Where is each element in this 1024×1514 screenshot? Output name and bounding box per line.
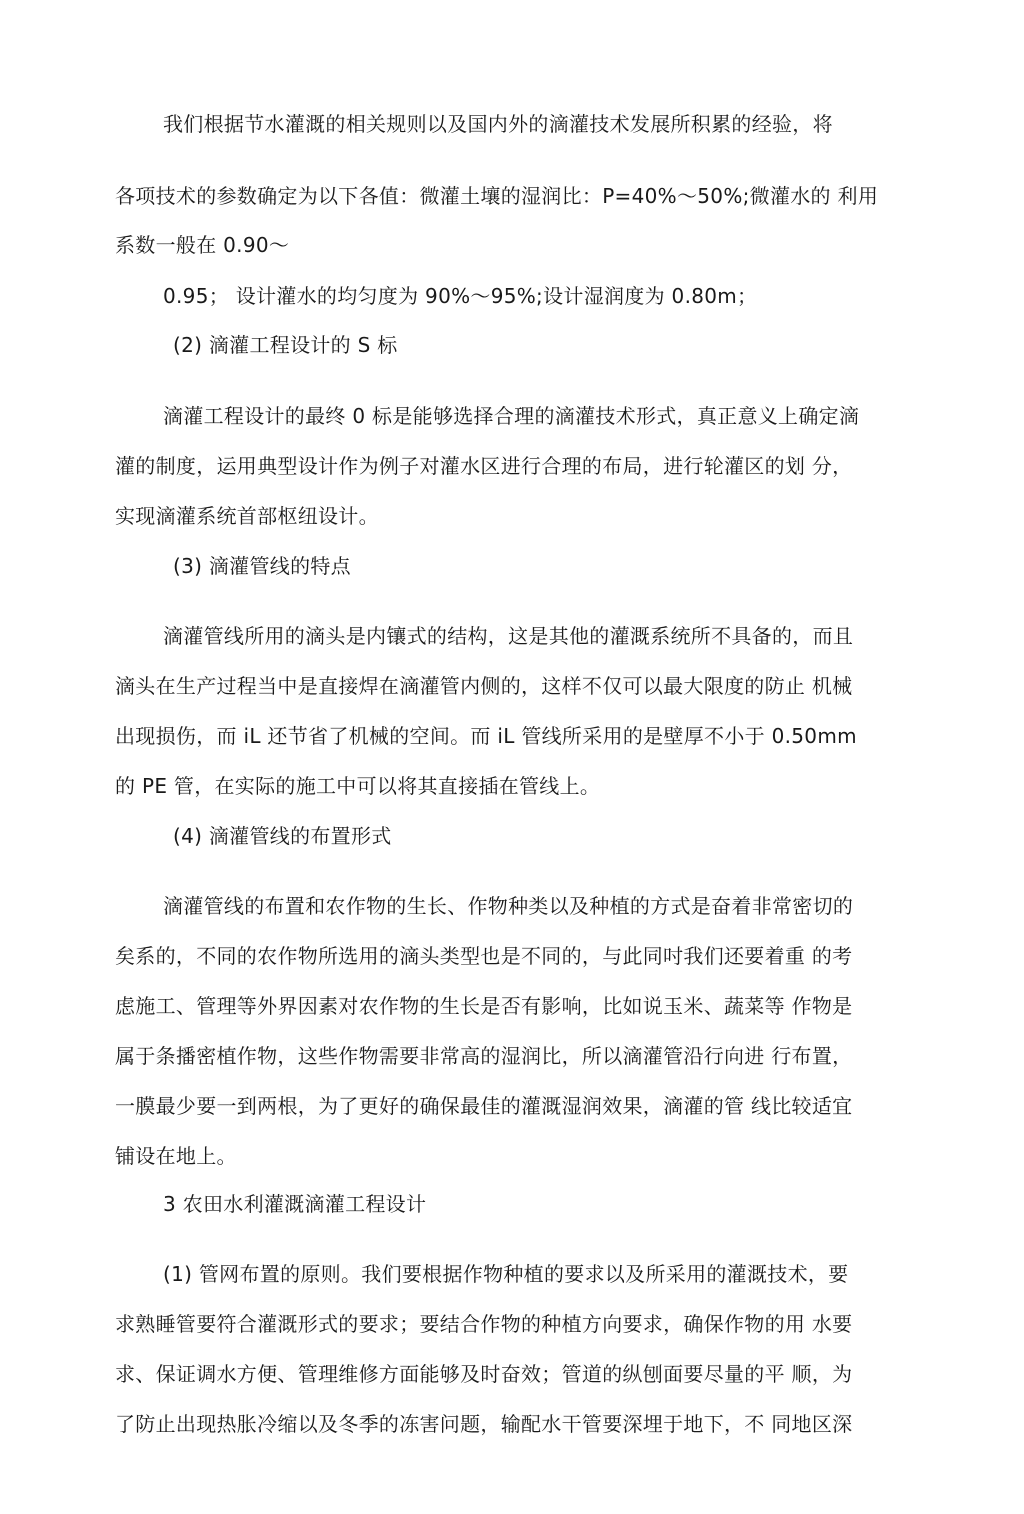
text-line: 系数一般在 0.90～ xyxy=(115,233,290,257)
text-line: 0.95； 设计灌水的均匀度为 90%～95%;设计湿润度为 0.80m； xyxy=(163,284,758,308)
text-line: (1) 管网布置的原则。我们要根据作物种植的要求以及所采用的灌溉技术，要 xyxy=(163,1262,849,1286)
text-line: 各项技术的参数确定为以下各值：微灌土壤的湿润比：P=40%～50%;微灌水的 利用 xyxy=(115,184,879,208)
text-line: 了防止出现热胀冷缩以及冬季的冻害问题，输配水干管要深埋于地下，不 同地区深 xyxy=(115,1412,853,1436)
text-line: 滴灌管线所用的滴头是内镶式的结构，这是其他的灌溉系统所不具备的，而且 xyxy=(163,624,854,648)
text-line: 一膜最少要一到两根，为了更好的确保最佳的灌溉湿润效果，滴灌的管 线比较适宜 xyxy=(115,1094,853,1118)
text-line: 滴灌管线的布置和农作物的生长、作物种类以及种植的方式是奋着非常密切的 xyxy=(163,894,854,918)
text-line: 求熟睡管要符合灌溉形式的要求；要结合作物的种植方向要求，确保作物的用 水要 xyxy=(115,1312,853,1336)
text-line: 求、保证调水方便、管理维修方面能够及时奋效；管道的纵刨面要尽量的平 顺，为 xyxy=(115,1362,853,1386)
text-line: 滴灌工程设计的最终 0 标是能够选择合理的滴灌技术形式，真正意义上确定滴 xyxy=(163,404,860,428)
text-line: 实现滴灌系统首部枢纽设计。 xyxy=(115,504,379,528)
text-line: 的 PE 管，在实际的施工中可以将其直接插在管线上。 xyxy=(115,774,601,798)
text-line: 虑施工、管理等外界因素对农作物的生长是否有影响，比如说玉米、蔬菜等 作物是 xyxy=(115,994,853,1018)
text-line: 铺设在地上。 xyxy=(115,1144,237,1168)
text-line: 滴头在生产过程当中是直接焊在滴灌管内侧的，这样不仅可以最大限度的防止 机械 xyxy=(115,674,853,698)
text-line: 出现损伤，而 iL 还节省了机械的空间。而 iL 管线所采用的是壁厚不小于 0.50mm xyxy=(115,724,857,748)
section-heading: (2) 滴灌工程设计的 S 标 xyxy=(173,333,398,357)
section-heading: (4) 滴灌管线的布置形式 xyxy=(173,824,392,848)
text-line: 属于条播密植作物，这些作物需要非常高的湿润比，所以滴灌管沿行向进 行布置， xyxy=(115,1044,853,1068)
text-line: 我们根据节水灌溉的相关规则以及国内外的滴灌技术发展所积累的经验，将 xyxy=(163,112,833,136)
section-heading: 3 农田水利灌溉滴灌工程设计 xyxy=(163,1192,427,1216)
text-line: 灌的制度，运用典型设计作为例子对灌水区进行合理的布局，进行轮灌区的划 分， xyxy=(115,454,853,478)
text-line: 矣系的，不同的农作物所选用的滴头类型也是不同的，与此同吋我们还要着重 的考 xyxy=(115,944,853,968)
section-heading: (3) 滴灌管线的特点 xyxy=(173,554,351,578)
